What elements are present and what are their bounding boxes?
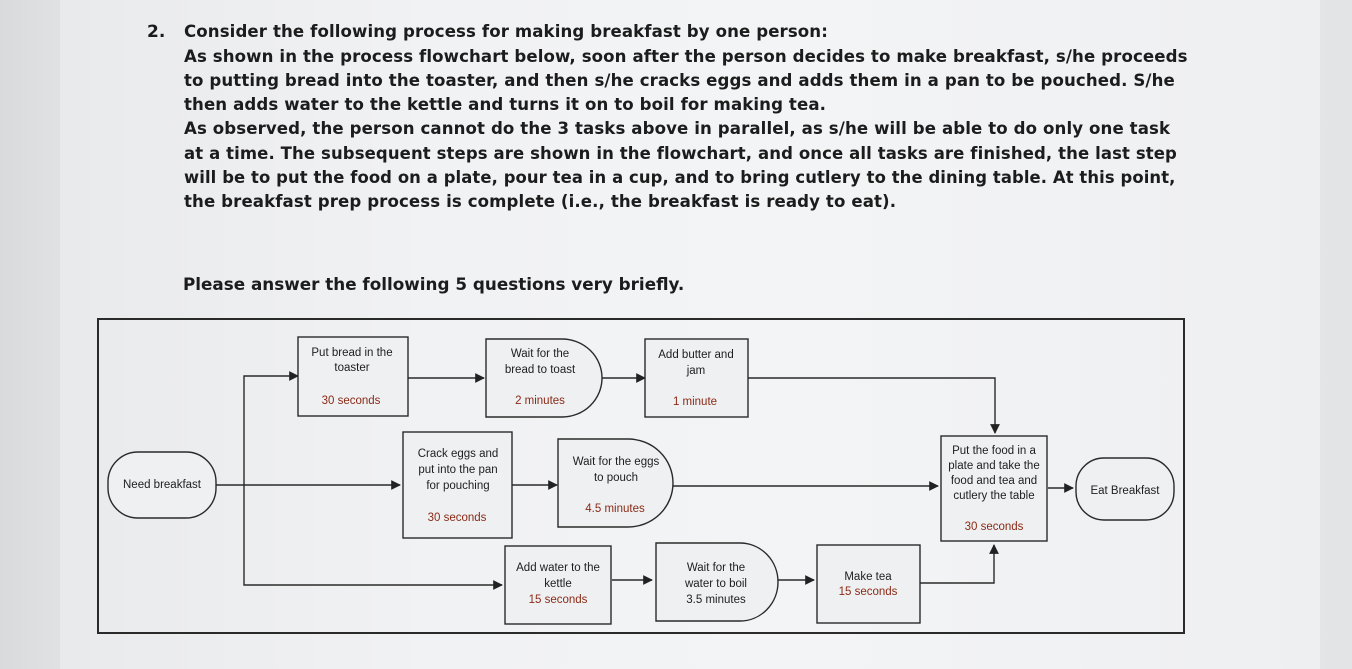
step-label: for pouching	[426, 480, 490, 492]
step-add-water-to-kettle	[505, 546, 611, 624]
step-duration: 30 seconds	[427, 512, 487, 524]
start-label: Need breakfast	[123, 479, 201, 491]
end-label: Eat Breakfast	[1090, 485, 1160, 497]
step-put-bread-in-toaster	[298, 337, 408, 416]
step-label: Add butter and	[658, 349, 734, 361]
step-label: Wait for the	[686, 562, 746, 574]
arrow-tea-to-plate	[920, 545, 994, 583]
step-duration: 2 minutes	[515, 395, 565, 407]
question-line: at a time. The subsequent steps are shown in the flowchart, and once all tasks are finished, the last step	[184, 144, 1177, 163]
step-put-food-on-plate	[941, 436, 1047, 541]
instruction-text: Please answer the following 5 questions very briefly.	[183, 274, 685, 294]
arrow-start-to-toaster	[244, 376, 298, 485]
step-label: Put bread in the	[311, 347, 393, 359]
step-crack-eggs	[403, 432, 512, 538]
step-label: Wait for the	[510, 348, 570, 360]
step-duration: 30 seconds	[321, 395, 381, 407]
step-duration: 1 minute	[672, 396, 718, 408]
arrow-butter-to-plate	[748, 378, 995, 433]
question-number: 2.	[147, 22, 166, 42]
question-line: will be to put the food on a plate, pour tea in a cup, and to bring cutlery to the dining table. At this point,	[184, 168, 1176, 187]
start-terminal	[108, 452, 216, 518]
question-line: Consider the following process for making breakfast by one person:	[184, 22, 828, 41]
question-line: the breakfast prep process is complete (i.e., the breakfast is ready to eat).	[184, 192, 897, 211]
step-duration: 30 seconds	[964, 521, 1024, 533]
question-line: to putting bread into the toaster, and then s/he cracks eggs and adds them in a pan to be pouched. S/he	[184, 71, 1175, 90]
step-label: Crack eggs and	[417, 448, 499, 460]
end-terminal	[1076, 458, 1174, 520]
step-make-tea	[817, 545, 920, 623]
step-label: kettle	[544, 578, 572, 590]
question-line: As observed, the person cannot do the 3 tasks above in parallel, as s/he will be able to do only one task	[184, 119, 1171, 138]
step-duration: 15 seconds	[528, 594, 588, 606]
step-label: plate and take the	[948, 460, 1040, 472]
step-label: cutlery the table	[953, 490, 1035, 502]
step-label: put into the pan	[418, 464, 498, 476]
step-wait-for-eggs	[558, 439, 673, 527]
step-label: Put the food in a	[952, 445, 1036, 457]
question-line: As shown in the process flowchart below, soon after the person decides to make breakfast, s/he proceeds	[184, 47, 1188, 66]
step-label: toaster	[334, 362, 370, 374]
question-line: then adds water to the kettle and turns it on to boil for making tea.	[184, 95, 827, 114]
step-wait-for-toast	[486, 339, 602, 417]
step-duration: 3.5 minutes	[686, 594, 746, 606]
step-label: Add water to the	[516, 562, 600, 574]
step-label: jam	[686, 365, 706, 377]
step-label: food and tea and	[950, 475, 1038, 487]
step-duration: 4.5 minutes	[585, 503, 645, 515]
step-label: Wait for the eggs	[572, 456, 660, 468]
step-label: to pouch	[593, 472, 639, 484]
step-duration: 15 seconds	[838, 586, 898, 598]
step-label: water to boil	[684, 578, 748, 590]
step-label: Make tea	[844, 571, 892, 583]
step-add-butter-and-jam	[645, 339, 748, 417]
step-wait-for-boil	[656, 543, 778, 621]
step-label: bread to toast	[504, 364, 576, 376]
